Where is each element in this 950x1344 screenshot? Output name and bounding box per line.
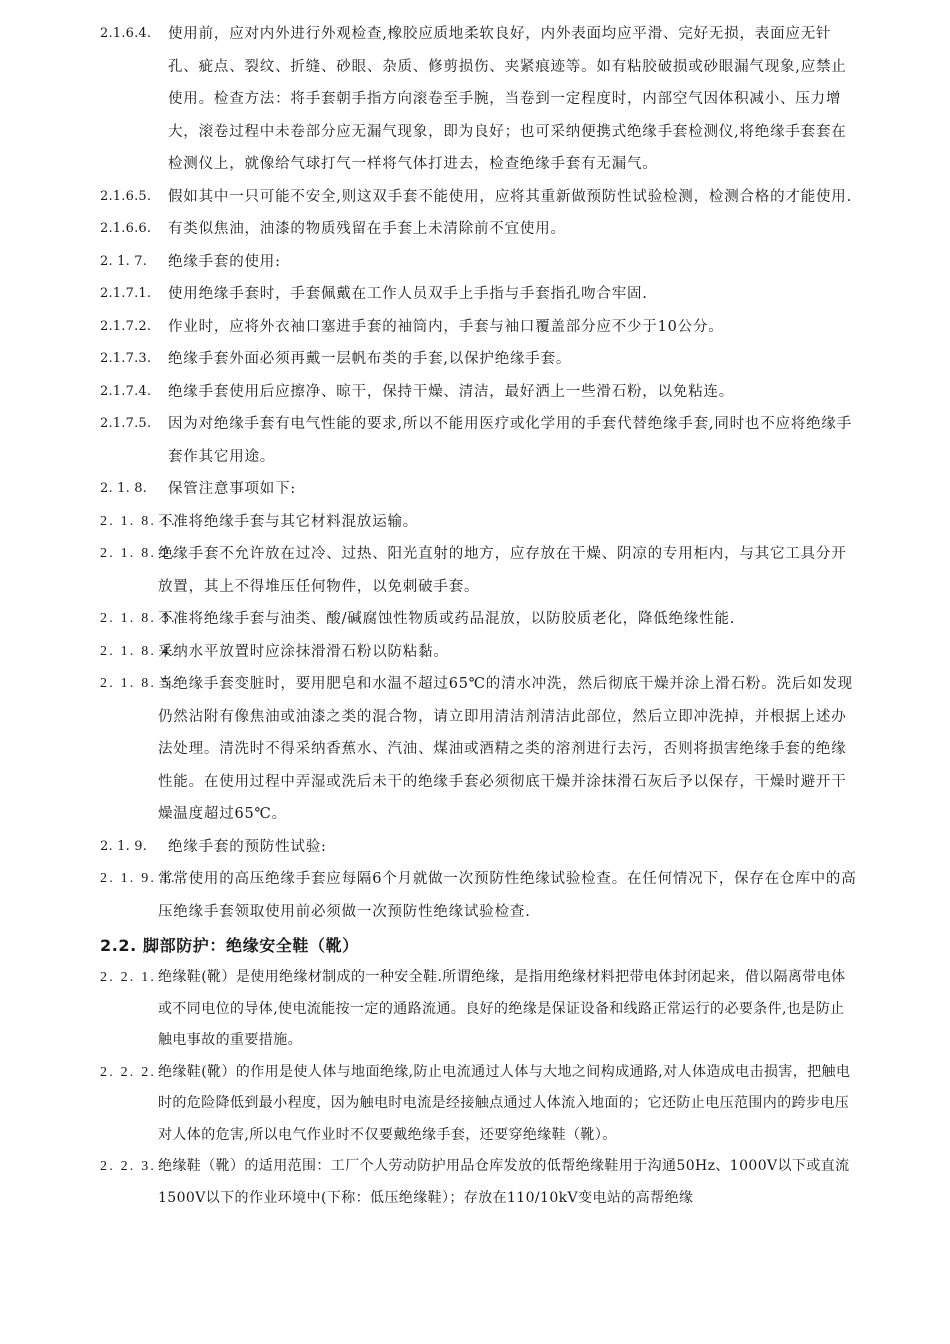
item-number: 2. 1. 8. 3.	[100, 611, 177, 626]
item-number: 2.1.7.3.	[100, 351, 152, 366]
item-number: 2.1.7.4.	[100, 383, 152, 399]
item-number: 2. 2. 1.	[100, 970, 157, 985]
item-number: 2. 2. 3.	[100, 1159, 157, 1174]
item-number: 2.1.6.6.	[100, 221, 152, 236]
item-number: 2. 1. 9. 1.	[100, 871, 177, 886]
item-text: 绝缘手套的使用:	[168, 253, 281, 270]
item-number: 2.1.6.4.	[100, 26, 152, 41]
item-text: 假如其中一只可能不安全,则这双手套不能使用，应将其重新做预防性试验检测，检测合格的才能使用.	[168, 188, 853, 205]
item-text: 当绝缘手套变脏时，要用肥皂和水温不超过65℃的清水冲洗，然后彻底干燥并涂上滑石粉。洗后如发现仍然沾附有像焦油或油漆之类的混合物，请立即用清洁剂清洁此部位，然后立即冲洗掉，并根据上述办法处理。清洗时不得采纳香蕉水、汽油、煤油或酒精之类的溶剂进行去污，否则将损害绝缘手套的绝缘性能。在使用过程中弄湿或洗后未干的绝缘手套必须彻底干燥并涂抹滑石灰后予以保存，干燥时避开干燥温度超过65℃。	[158, 676, 853, 822]
list-item	[0, 181, 950, 214]
list-item	[0, 603, 950, 636]
item-number: 2. 1. 8. 4.	[100, 643, 177, 659]
item-number: 2.1.7.2.	[100, 318, 152, 334]
list-item	[0, 863, 950, 928]
item-number: 2. 1. 7.	[100, 253, 148, 269]
section-heading: 2.2. 脚部防护：绝缘安全鞋（靴）	[100, 936, 359, 955]
item-text: 不准将绝缘手套与其它材料混放运输。	[158, 513, 419, 530]
item-number: 2.1.7.1.	[100, 286, 152, 301]
item-text: 绝缘手套的预防性试验:	[168, 838, 327, 855]
list-item	[0, 636, 950, 669]
item-text: 绝缘鞋(靴）是使用绝缘材制成的一种安全鞋.所谓绝缘，是指用绝缘材料把带电体封闭起来，借以隔离带电体或不同电位的导体,使电流能按一定的通路流通。良好的绝缘是保证设备和线路正常运行的必要条件,也是防止触电事故的重要措施。	[158, 969, 846, 1048]
item-text: 绝缘鞋（靴）的适用范围：工厂个人劳动防护用品仓库发放的低帮绝缘鞋用于沟通50Hz、1000V以下或直流1500V以下的作业环境中(下称：低压绝缘鞋）；存放在110/10kV变电站的高帮绝缘	[158, 1158, 850, 1206]
list-item	[0, 1151, 950, 1214]
item-text: 使用绝缘手套时，手套佩戴在工作人员双手上手指与手套指孔吻合牢固.	[168, 286, 648, 302]
item-text: 常常使用的高压绝缘手套应每隔6个月就做一次预防性绝缘试验检查。在任何情况下，保存在仓库中的高压绝缘手套领取使用前必须做一次预防性绝缘试验检查.	[158, 871, 857, 920]
document-page	[0, 18, 950, 1214]
item-text: 作业时，应将外衣袖口塞进手套的袖筒内，手套与袖口覆盖部分应不少于10公分。	[168, 318, 724, 335]
section-line	[0, 473, 950, 506]
section-line	[0, 246, 950, 279]
item-number: 2.1.6.5.	[100, 188, 152, 204]
list-item	[0, 376, 950, 409]
list-item	[0, 962, 950, 1057]
list-item	[0, 343, 950, 376]
list-item	[0, 278, 950, 311]
item-text: 因为对绝缘手套有电气性能的要求,所以不能用医疗或化学用的手套代替绝缘手套,同时也不应将绝缘手套作其它用途。	[168, 416, 853, 465]
item-text: 绝缘手套外面必须再戴一层帆布类的手套,以保护绝缘手套。	[168, 351, 572, 367]
item-number: 2. 1. 8. 5.	[100, 676, 177, 691]
item-number: 2. 1. 9.	[100, 838, 148, 854]
item-text: 绝缘手套使用后应擦净、晾干，保持干燥、清洁，最好洒上一些滑石粉，以免粘连。	[168, 383, 735, 400]
list-item	[0, 1057, 950, 1152]
item-number: 2. 1. 8.	[100, 481, 148, 496]
list-item	[0, 538, 950, 603]
section-line	[0, 831, 950, 864]
list-item	[0, 668, 950, 831]
list-item	[0, 213, 950, 246]
item-text: 绝缘手套不允许放在过冷、过热、阳光直射的地方，应存放在干燥、阴凉的专用柜内，与其它工具分开放置，其上不得堆压任何物件，以免刺破手套。	[158, 546, 847, 595]
list-item	[0, 311, 950, 344]
list-item	[0, 18, 950, 181]
item-number: 2. 1. 8. 2.	[100, 546, 177, 561]
item-number: 2. 2. 2.	[100, 1064, 157, 1080]
list-item	[0, 506, 950, 539]
item-text: 绝缘鞋(靴）的作用是使人体与地面绝缘,防止电流通过人体与大地之间构成通路,对人体造成电击损害，把触电时的危险降低到最小程度，因为触电时电流是经接触点通过人体流入地面的；它还防止电压范围内的跨步电压对人体的危害,所以电气作业时不仅要戴绝缘手套，还要穿绝缘鞋（靴）。	[158, 1063, 851, 1143]
item-text: 保管注意事项如下:	[168, 481, 297, 497]
item-text: 采纳水平放置时应涂抹滑滑石粉以防粘黏。	[158, 643, 449, 660]
item-number: 2. 1. 8. 1.	[100, 513, 177, 529]
item-text: 不准将绝缘手套与油类、酸/碱腐蚀性物质或药品混放，以防胶质老化，降低绝缘性能.	[158, 611, 736, 627]
item-number: 2.1.7.5.	[100, 416, 152, 431]
item-text: 使用前，应对内外进行外观检查,橡胶应质地柔软良好，内外表面均应平滑、完好无损，表面应无针孔、疵点、裂纹、折缝、砂眼、杂质、修剪损伤、夹紧痕迹等。如有粘胶破损或砂眼漏气现象,应禁止使用。检查方法：将手套朝手指方向滚卷至手腕，当卷到一定程度时，内部空气因体积减小、压力增大，滚卷过程中未卷部分应无漏气现象，即为良好；也可采纳便携式绝缘手套检测仪,将绝缘手套套在检测仪上，就像给气球打气一样将气体打进去，检查绝缘手套有无漏气。	[168, 26, 847, 172]
item-text: 有类似焦油，油漆的物质残留在手套上未清除前不宜使用。	[168, 221, 566, 237]
list-item	[0, 408, 950, 473]
